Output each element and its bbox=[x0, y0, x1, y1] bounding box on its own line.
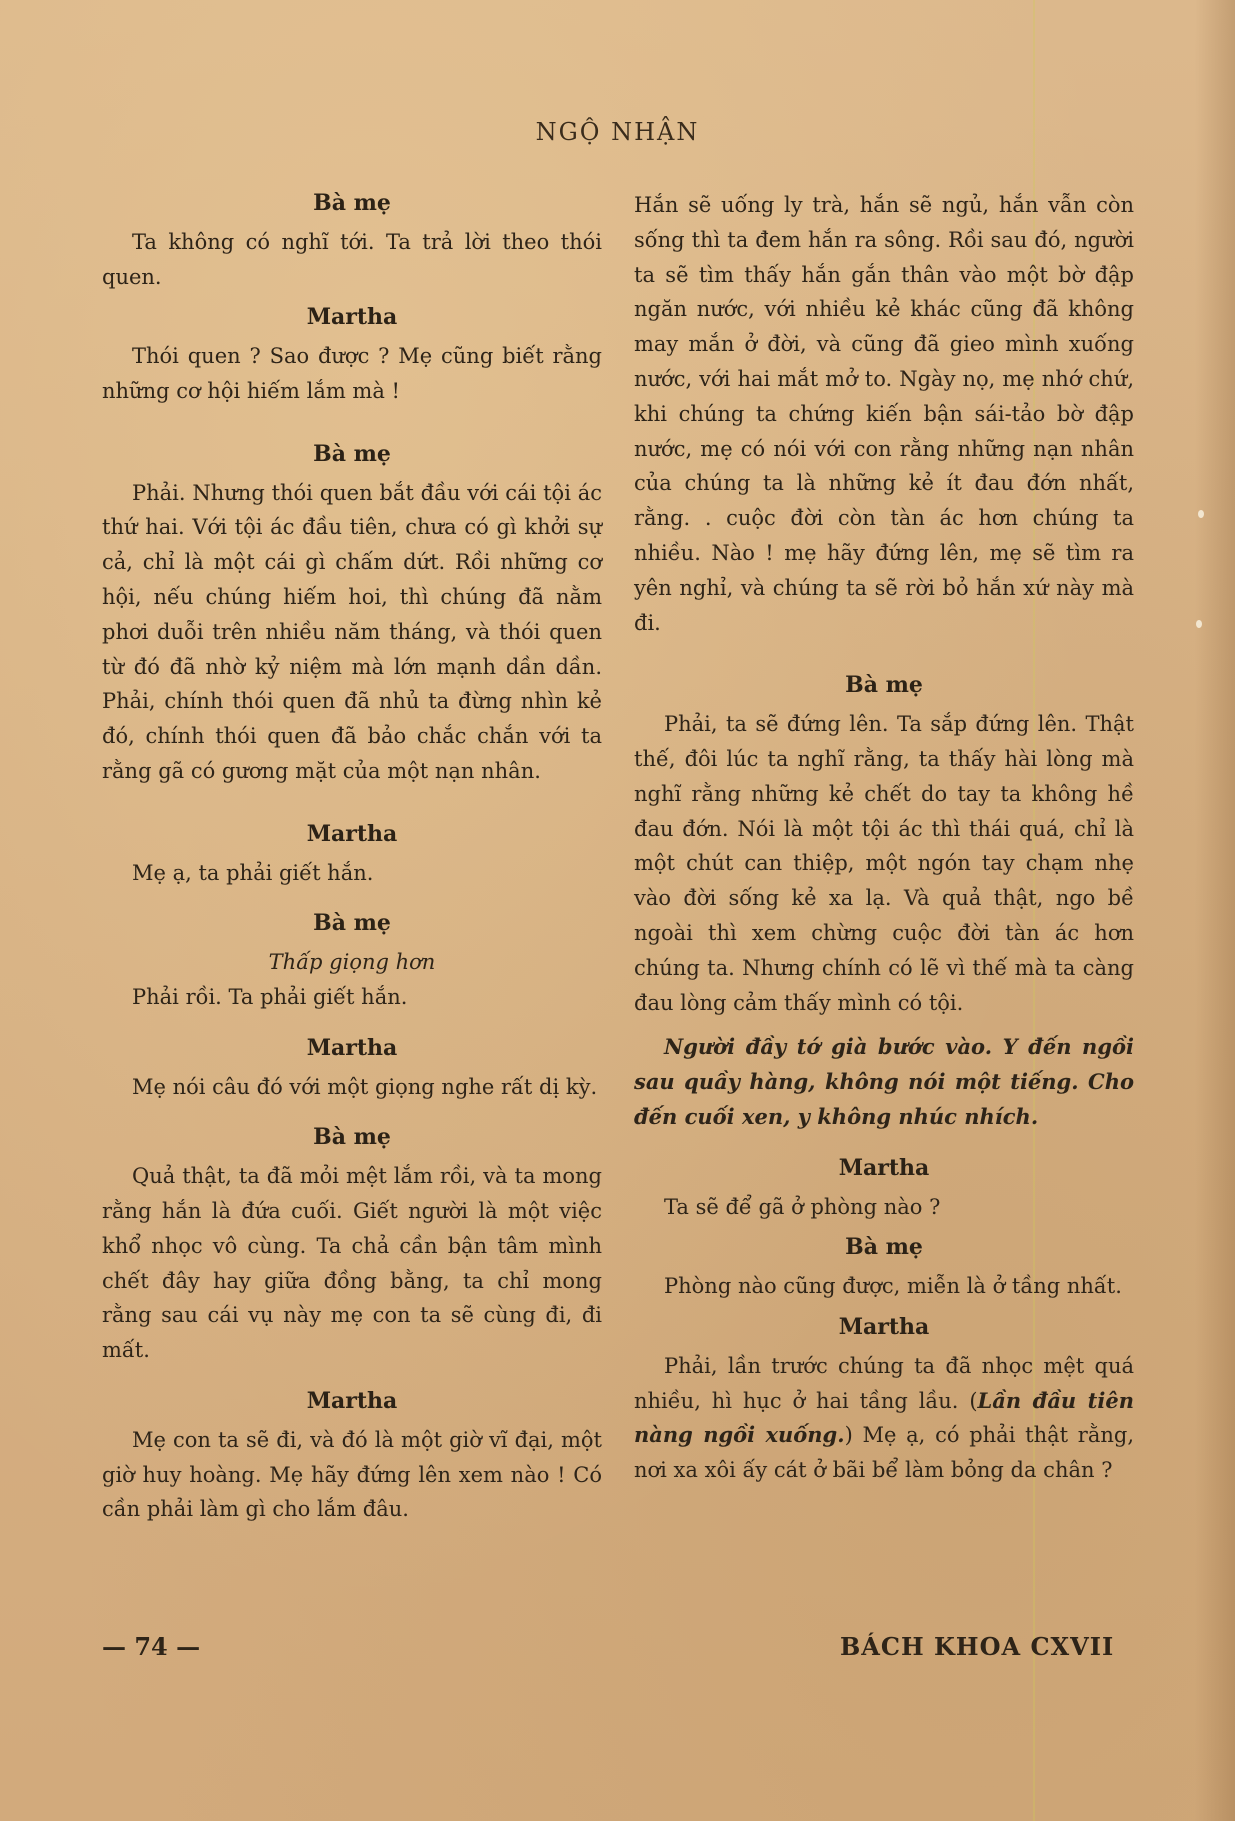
running-title: NGỘ NHẬN bbox=[535, 118, 700, 146]
speaker-name: Martha bbox=[838, 1154, 930, 1181]
speaker-name: Martha bbox=[306, 1387, 398, 1414]
left-column bbox=[102, 180, 602, 1527]
dialogue-text: Mẹ nói câu đó với một giọng nghe rất dị kỳ. bbox=[132, 1074, 598, 1099]
dialogue-text bbox=[634, 1349, 1134, 1488]
continued-text: Hắn sẽ uống ly trà, hắn sẽ ngủ, hắn vẫn còn sống thì ta đem hắn ra sông. Rồi sau đó, người ta sẽ tìm thấy hắn gắn thân vào một bờ đập ngăn nước, với nhiều kẻ khác cũng đã không may mắn ở đời, và cũng đã gieo mình xuống nước, với hai mắt mở to. Ngày nọ, mẹ nhớ chứ, khi chúng ta chứng kiến bận sái-tảo bờ đập nước, mẹ có nói với con rằng những nạn nhân của chúng ta là những kẻ ít đau đớn nhất, rằng. . cuộc đời còn tàn ác hơn chúng ta nhiều. Nào ! mẹ hãy đứng lên, mẹ sẽ tìm ra yên nghỉ, và chúng ta sẽ rời bỏ hắn xứ này mà đi. bbox=[634, 193, 1134, 635]
dialogue-text: Phòng nào cũng được, miễn là ở tầng nhất. bbox=[664, 1274, 1122, 1299]
dialogue-text-part: Phải, lần trước chúng ta đã nhọc mệt quá nhiều, hì hục ở hai tầng lầu. ( bbox=[634, 1353, 1134, 1413]
inline-stage-direction: Lần đầu tiên nàng ngồi xuống. bbox=[634, 1387, 1134, 1448]
paper-speck bbox=[1196, 620, 1202, 628]
speaker-name: Bà mẹ bbox=[313, 190, 391, 216]
paper-speck bbox=[1198, 510, 1204, 518]
dialogue-text-part: ) Mẹ ạ, có phải thật rằng, nơi xa xôi ấy cát ở bãi bể làm bỏng da chân ? bbox=[634, 1423, 1134, 1483]
dialogue-text: Phải, ta sẽ đứng lên. Ta sắp đứng lên. Thật thế, đôi lúc ta nghĩ rằng, ta thấy hài lòng mà nghĩ rằng những kẻ chết do tay ta không hề đau đớn. Nói là một tội ác thì thái quá, chỉ là một chút can thiệp, một ngón tay chạm nhẹ vào đời sống kẻ xa lạ. Và quả thật, ngo bề ngoài thì xem chừng cuộc đời tàn ác hơn chúng ta. Nhưng chính có lẽ vì thế mà ta càng đau lòng cảm thấy mình có tội. bbox=[634, 712, 1134, 1015]
right-column bbox=[634, 188, 1134, 1488]
speaker-name: Bà mẹ bbox=[313, 1124, 391, 1151]
speaker-name: Bà mẹ bbox=[845, 672, 923, 699]
page-number: — 74 — bbox=[102, 1632, 201, 1661]
dialogue-text: Ta không có nghĩ tới. Ta trả lời theo thói quen. bbox=[102, 229, 602, 289]
stage-direction: Thấp giọng hơn bbox=[268, 950, 436, 975]
speaker-name: Martha bbox=[306, 820, 398, 847]
dialogue-text: Thói quen ? Sao được ? Mẹ cũng biết rằng những cơ hội hiếm lắm mà ! bbox=[102, 344, 602, 403]
stage-direction: Người đầy tớ già bước vào. Y đến ngồi sau quầy hàng, không nói một tiếng. Cho đến cuối xen, y không nhúc nhích. bbox=[634, 1034, 1134, 1129]
page-edge-shadow bbox=[1195, 0, 1235, 1821]
dialogue-text: Ta sẽ để gã ở phòng nào ? bbox=[664, 1194, 941, 1219]
publication-name: BÁCH KHOA CXVII bbox=[840, 1632, 1115, 1661]
dialogue-text: Mẹ ạ, ta phải giết hắn. bbox=[132, 860, 374, 885]
dialogue-text: Phải. Nhưng thói quen bắt đầu với cái tội ác thứ hai. Với tội ác đầu tiên, chưa có gì khởi sự cả, chỉ là một cái gì chấm dứt. Rồi những cơ hội, nếu chúng hiếm hoi, thì chúng đã nằm phơi duỗi trên nhiều năm tháng, và thói quen từ đó đã nhờ kỷ niệm mà lớn mạnh dần dần. Phải, chính thói quen đã nhủ ta đừng nhìn kẻ đó, chính thói quen đã bảo chắc chắn với ta rằng gã có gương mặt của một nạn nhân. bbox=[102, 480, 602, 783]
speaker-name: Bà mẹ bbox=[313, 440, 391, 467]
dialogue-text: Mẹ con ta sẽ đi, và đó là một giờ vĩ đại, một giờ huy hoàng. Mẹ hãy đứng lên xem nào ! Có cần phải làm gì cho lắm đâu. bbox=[102, 1427, 602, 1522]
speaker-name: Bà mẹ bbox=[313, 910, 391, 937]
speaker-name: Martha bbox=[306, 1034, 398, 1061]
dialogue-text: Quả thật, ta đã mỏi mệt lắm rồi, và ta mong rằng hắn là đứa cuối. Giết người là một việc khổ nhọc vô cùng. Ta chả cần bận tâm mình chết đây hay giữa đồng bằng, ta chỉ mong rằng sau cái vụ này mẹ con ta sẽ cùng đi, đi mất. bbox=[102, 1164, 602, 1363]
dialogue-text: Phải rồi. Ta phải giết hắn. bbox=[132, 984, 408, 1009]
speaker-name: Martha bbox=[838, 1313, 930, 1340]
speaker-name: Martha bbox=[306, 304, 398, 331]
speaker-name: Bà mẹ bbox=[845, 1234, 923, 1261]
